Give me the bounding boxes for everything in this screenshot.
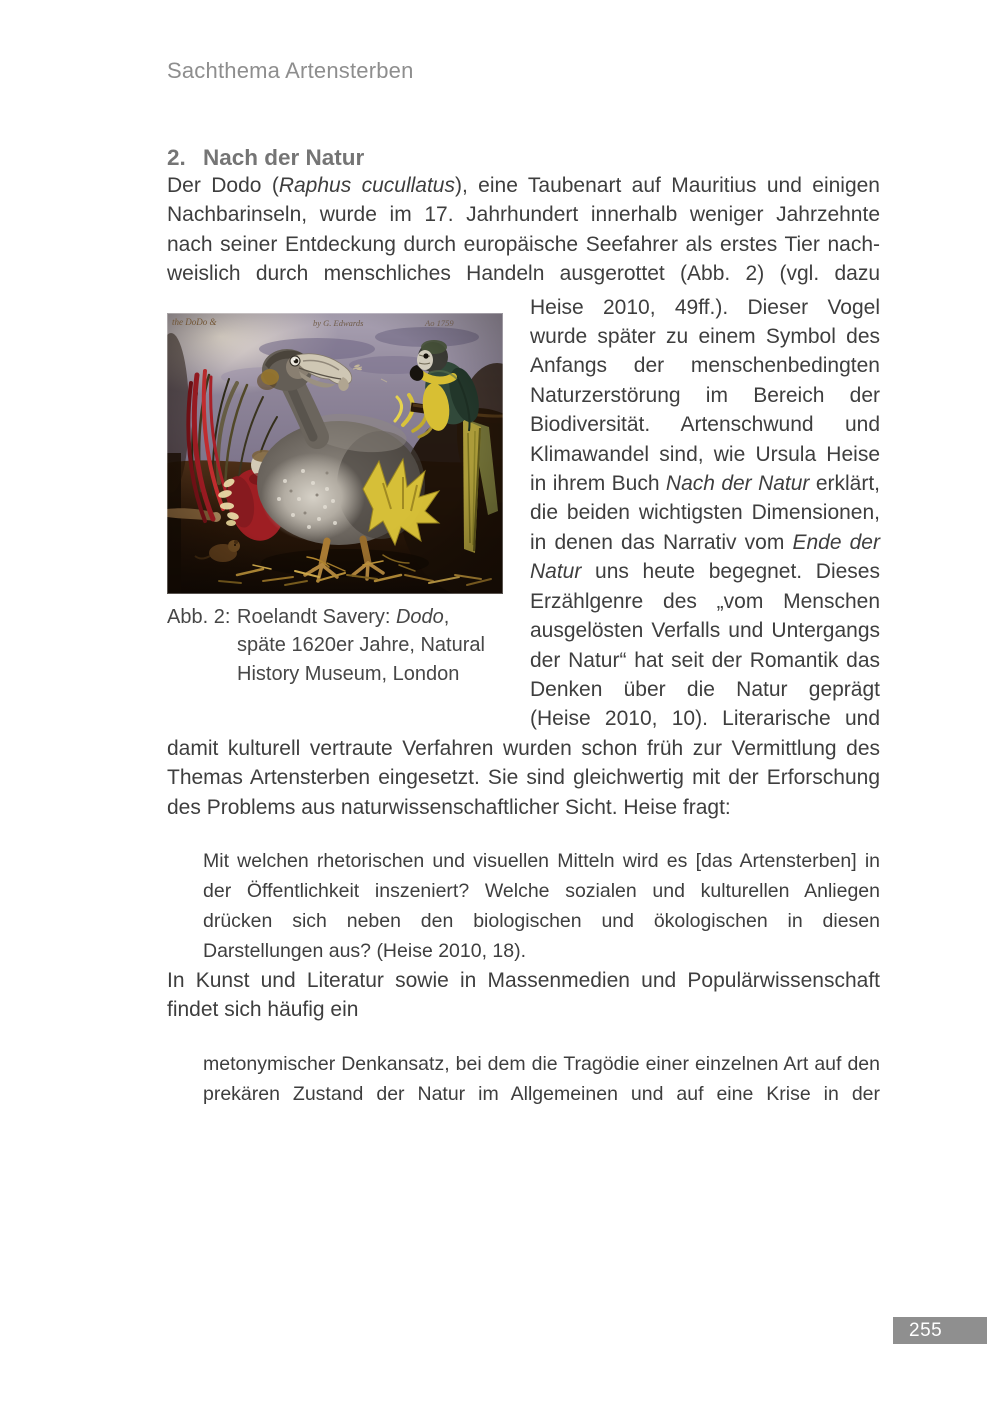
- text-run: ), eine Taubenart auf Mauritius und einigen Nachbarinseln, wurde im 17. Jahrhundert innerhalb weniger Jahrzehnte nach seiner Entdeckung durch europäische Seefahrer als erstes Tier nachweislich durch menschliches Handeln ausgerottet (Abb. 2) (vgl. dazu: [167, 174, 880, 286]
- paragraph-intro: [167, 171, 880, 289]
- blockquote-heise-question: Mit welchen rhetorischen und visuellen Mitteln wird es [das Artensterben] in der Öffentlichkeit inszeniert? Welche sozialen und kulturellen Anliegen drücken sich neben den biologischen und ökologischen in diesen Darstellungen aus? (Heise 2010, 18).: [203, 849, 880, 962]
- inscription-left: the DoDo &: [172, 316, 217, 327]
- inscription-center: by G. Edwards: [313, 317, 364, 328]
- book-title-italic: Nach der Natur: [665, 472, 810, 496]
- species-name-italic: Raphus cucullatus: [278, 174, 455, 197]
- figure-caption: [167, 603, 503, 689]
- page-content: [167, 0, 880, 1109]
- text-with-figure: [167, 293, 880, 822]
- caption-label: Abb. 2:: [167, 605, 231, 628]
- blockquote-metonymisch: metonymischer Denkansatz, bei dem die Tragödie einer einzelnen Art auf den prekären Zustand der Natur im Allgemeinen und auf eine Krise in der: [203, 1052, 880, 1105]
- running-header: Sachthema Artensterben: [167, 58, 414, 83]
- caption-text: Roelandt Savery: Dodo, späte 1620er Jahre, Natural History Museum, London: [237, 605, 485, 685]
- book-title-italic: Ende der Natur: [530, 530, 880, 584]
- text-run: erklärt, die beiden wichtigsten Dimensionen, in denen das Narrativ vom: [530, 472, 880, 554]
- figure-dodo: [167, 313, 503, 689]
- section-number: 2.: [167, 145, 186, 170]
- section-title: Nach der Natur: [203, 145, 365, 170]
- paragraph-kunst: In Kunst und Literatur sowie in Massenmedien und Populärwissenschaft findet sich häufig ein: [167, 968, 880, 1022]
- dodo-painting: [167, 313, 503, 594]
- page-number-badge: 255: [893, 1317, 987, 1344]
- inscription-right: Ao 1759: [425, 317, 454, 328]
- text-run: uns heute begegnet. Dieses Erzählgenre des „vom Menschen ausgelösten Verfalls und Untergangs der Natur“ hat seit der Romantik das Denken über die Natur geprägt (Heise 2010, 10). Literarische und damit kulturell vertraute Verfahren wurden schon früh zur Vermittlung des Themas Artensterben eingesetzt. Sie sind gleichwertig mit der Erforschung des Problems aus naturwissenschaftlicher Sicht. Heise fragt:: [167, 560, 880, 819]
- text-run: Der Dodo (: [167, 174, 279, 197]
- section-heading: [167, 144, 880, 171]
- text-run: Heise 2010, 49ff.). Dieser Vogel wurde später zu einem Symbol des Anfangs der menschenbedingten Naturzerstörung im Bereich der Biodiversität. Artenschwund und Klimawandel sind, wie Ursula Heise in ihrem Buch: [530, 295, 880, 496]
